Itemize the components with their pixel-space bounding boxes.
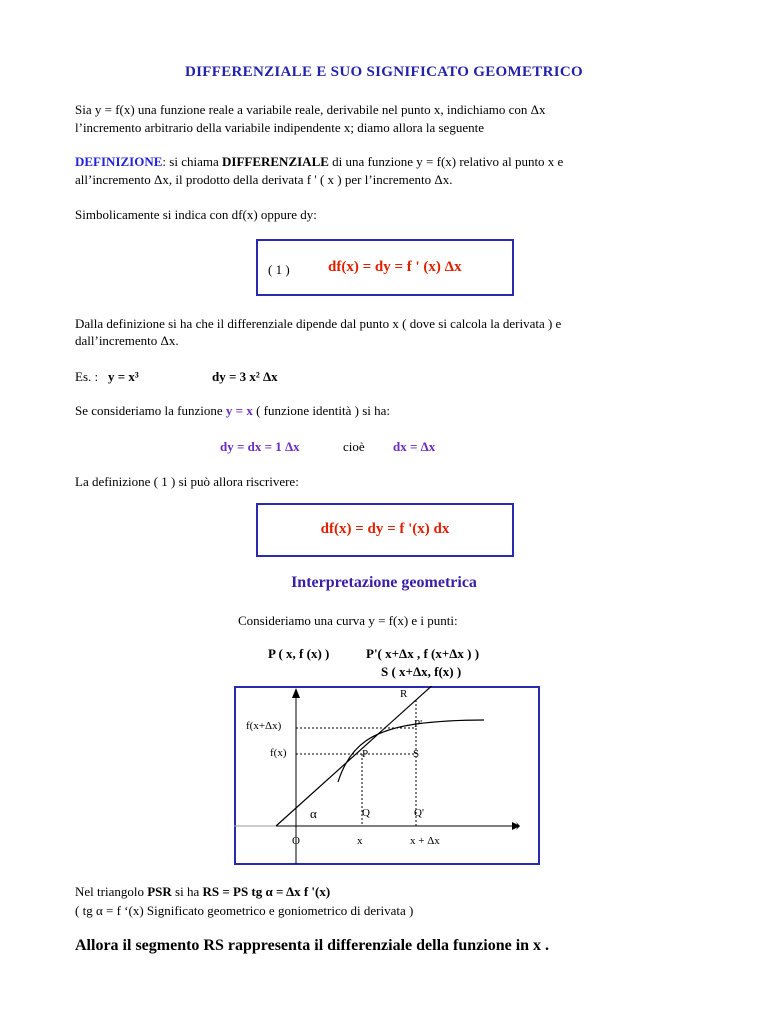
curve-intro: Consideriamo una curva y = f(x) e i punti:: [238, 613, 458, 628]
triangle-text-a: Nel triangolo: [75, 884, 148, 899]
identity-result-left: dy = dx = 1 Δx: [220, 439, 300, 454]
dependence-line-2: dall’incremento Δx.: [75, 333, 179, 348]
identity-text-a: Se consideriamo la funzione: [75, 403, 226, 418]
point-p: P ( x, f (x) ): [268, 646, 330, 661]
example-function: y = x³: [108, 369, 139, 384]
definition-text-c: di una funzione y = f(x) relativo al punto x e: [328, 154, 564, 169]
diagram-frame: [235, 687, 539, 864]
label-q: Q: [362, 807, 370, 819]
formula-1-number: ( 1 ): [268, 262, 290, 277]
identity-result-right: dx = Δx: [393, 439, 436, 454]
formula-2: df(x) = dy = f '(x) dx: [320, 521, 450, 537]
example-differential: dy = 3 x² Δx: [212, 369, 278, 384]
triangle-name: PSR: [147, 884, 172, 899]
label-x: x: [357, 835, 363, 847]
definition-label: DEFINIZIONE: [75, 154, 163, 169]
geo-title: Interpretazione geometrica: [291, 574, 477, 591]
definition-text-a: : si chiama: [162, 154, 222, 169]
formula-1: df(x) = dy = f ' (x) Δx: [328, 259, 462, 275]
identity-text-c: ( funzione identità ) si ha:: [252, 403, 391, 418]
label-p: P: [362, 748, 369, 760]
intro-line-1: Sia y = f(x) una funzione reale a variabile reale, derivabile nel punto x, indichiamo con Δx: [75, 102, 546, 117]
label-p-prime: P': [414, 718, 423, 730]
tangent-line: [276, 686, 436, 826]
y-axis-arrowhead: [292, 688, 300, 698]
label-s: S: [413, 748, 420, 760]
label-xdx: x + Δx: [410, 835, 440, 847]
x-axis-arrowhead: [512, 822, 520, 830]
symbolic-line: Simbolicamente si indica con df(x) oppure dy:: [75, 207, 317, 222]
label-o: O: [292, 835, 300, 847]
example-label: Es. :: [75, 369, 99, 384]
label-fx: f(x): [270, 747, 287, 759]
page-title: DIFFERENZIALE E SUO SIGNIFICATO GEOMETRICO: [185, 64, 583, 80]
identity-result-mid: cioè: [343, 439, 365, 454]
label-alpha: α: [310, 806, 317, 821]
intro-line-2: l’incremento arbitrario della variabile indipendente x; diamo allora la seguente: [75, 120, 484, 135]
identity-function: y = x: [225, 403, 253, 418]
dependence-line-1: Dalla definizione si ha che il differenziale dipende dal punto x ( dove si calcola la derivata ) e: [75, 316, 562, 331]
definition-term: DIFFERENZIALE: [222, 154, 329, 169]
point-s: S ( x+Δx, f(x) ): [381, 664, 462, 679]
triangle-formula: RS = PS tg α = Δx f '(x): [202, 884, 331, 899]
conclusion: Allora il segmento RS rappresenta il differenziale della funzione in x .: [75, 937, 550, 954]
identity-line: [75, 402, 390, 419]
triangle-line: [75, 883, 330, 900]
definition-line-1: [75, 153, 563, 170]
rewrite-line: La definizione ( 1 ) si può allora riscrivere:: [75, 474, 299, 489]
point-p-prime: P'( x+Δx , f (x+Δx ) ): [366, 646, 480, 661]
label-fxdx: f(x+Δx): [246, 720, 282, 732]
label-q-prime: Q': [414, 807, 424, 819]
geometry-diagram: [234, 686, 540, 866]
triangle-text-c: si ha: [171, 884, 203, 899]
label-r: R: [400, 688, 408, 700]
tangent-note: ( tg α = f ‘(x) Significato geometrico e goniometrico di derivata ): [75, 903, 414, 918]
definition-line-2: all’incremento Δx, il prodotto della derivata f ' ( x ) per l’incremento Δx.: [75, 172, 453, 187]
